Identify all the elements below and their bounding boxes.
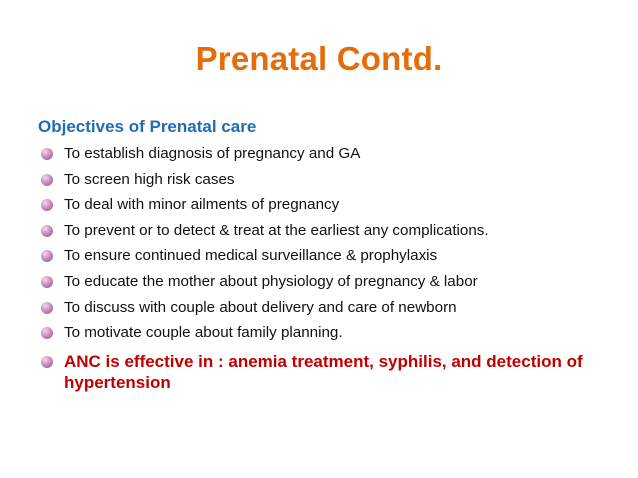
bullet-text: To deal with minor ailments of pregnancy	[64, 196, 340, 214]
highlight-text: ANC is effective in : anemia treatment, syphilis, and detection of hypertension	[64, 351, 583, 392]
bullet-item-highlight	[38, 351, 628, 393]
bullet-text: To establish diagnosis of pregnancy and GA	[64, 145, 361, 162]
bullet-text: To prevent or to detect & treat at the earliest any complications.	[64, 221, 489, 239]
bullet-dot-icon	[41, 327, 53, 339]
bullet-item	[38, 272, 628, 298]
bullet-text: To ensure continued medical surveillance & prophylaxis	[64, 247, 438, 265]
bullet-dot-icon	[41, 302, 53, 314]
bullet-text: To screen high risk cases	[64, 170, 235, 188]
bullet-dot-icon	[41, 276, 53, 288]
bullet-dot-icon	[41, 250, 53, 262]
bullet-item	[38, 323, 628, 349]
bullet-list	[38, 144, 628, 393]
bullet-dot-icon	[41, 356, 53, 368]
bullet-item	[38, 298, 628, 324]
bullet-dot-icon	[41, 199, 53, 211]
slide-subtitle: Objectives of Prenatal care	[38, 117, 257, 136]
slide-title: Prenatal Contd.	[195, 40, 443, 77]
bullet-text: To motivate couple about family planning.	[64, 324, 343, 342]
bullet-item	[38, 195, 628, 221]
bullet-item	[38, 246, 628, 272]
bullet-dot-icon	[41, 225, 53, 237]
bullet-dot-icon	[41, 174, 53, 186]
bullet-dot-icon	[41, 148, 53, 160]
bullet-item	[38, 221, 628, 247]
bullet-item	[38, 170, 628, 196]
bullet-text: To educate the mother about physiology of pregnancy & labor	[64, 272, 478, 290]
bullet-text: To discuss with couple about delivery and care of newborn	[64, 298, 457, 316]
bullet-item	[38, 144, 628, 170]
